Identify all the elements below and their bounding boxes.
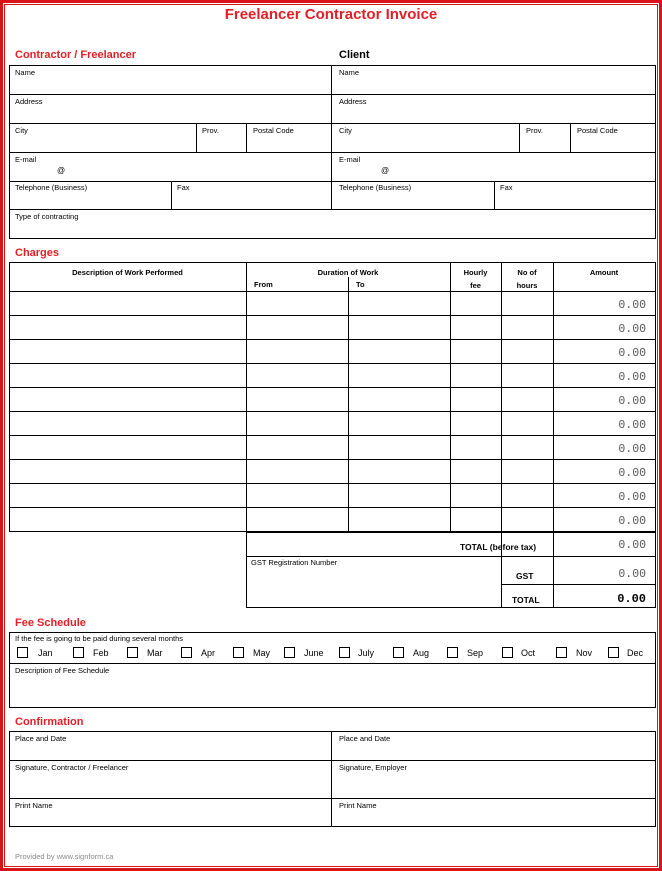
month-label: July	[358, 648, 375, 658]
contractor-fax-field[interactable]: Fax	[177, 183, 190, 192]
col-duration: Duration of Work	[317, 268, 379, 277]
contractor-email-at: @	[57, 166, 66, 175]
contractor-prov-field[interactable]: Prov.	[202, 126, 219, 135]
month-checkbox-sep[interactable]	[447, 647, 458, 658]
row-amount[interactable]: 0.00	[618, 491, 646, 504]
row-amount[interactable]: 0.00	[618, 347, 646, 360]
month-label: Oct	[521, 648, 536, 658]
total-label: TOTAL	[512, 595, 540, 605]
row-amount[interactable]: 0.00	[618, 443, 646, 456]
client-postal-field[interactable]: Postal Code	[577, 126, 618, 135]
col-hours: No of	[517, 268, 537, 277]
gst-value[interactable]: 0.00	[618, 568, 646, 581]
place-date-contractor-field[interactable]: Place and Date	[15, 734, 67, 743]
client-email-at: @	[381, 166, 390, 175]
row-amount[interactable]: 0.00	[618, 395, 646, 408]
col-to: To	[356, 280, 365, 289]
month-label: Dec	[627, 648, 644, 658]
row-amount[interactable]: 0.00	[618, 323, 646, 336]
month-checkbox-dec[interactable]	[608, 647, 619, 658]
print-name-contractor-field[interactable]: Print Name	[15, 801, 53, 810]
row-amount[interactable]: 0.00	[618, 371, 646, 384]
month-checkbox-jan[interactable]	[17, 647, 28, 658]
month-checkbox-feb[interactable]	[73, 647, 84, 658]
month-label: Mar	[147, 648, 163, 658]
gst-label: GST	[516, 571, 534, 581]
contractor-address-field[interactable]: Address	[15, 97, 43, 106]
month-label: Apr	[201, 648, 216, 658]
signature-employer-field[interactable]: Signature, Employer	[339, 763, 407, 772]
row-amount[interactable]: 0.00	[618, 515, 646, 528]
contractor-postal-field[interactable]: Postal Code	[253, 126, 294, 135]
total-before-tax-label: TOTAL (before tax)	[460, 542, 537, 552]
month-label: June	[304, 648, 324, 658]
contractor-phone-field[interactable]: Telephone (Business)	[15, 183, 88, 192]
contractor-email-field[interactable]: E-mail	[15, 155, 37, 164]
month-checkbox-mar[interactable]	[127, 647, 138, 658]
total-value[interactable]: 0.00	[617, 592, 646, 606]
invoice-title: Freelancer Contractor Invoice	[224, 6, 438, 23]
row-amount[interactable]: 0.00	[618, 419, 646, 432]
col-rate: Hourly	[463, 268, 488, 277]
contractor-heading: Contractor / Freelancer	[15, 49, 137, 61]
col-description: Description of Work Performed	[72, 268, 183, 277]
client-heading: Client	[339, 49, 370, 61]
client-phone-field[interactable]: Telephone (Business)	[339, 183, 412, 192]
fee-schedule-note: If the fee is going to be paid during several months	[15, 634, 184, 643]
confirmation-heading: Confirmation	[15, 716, 84, 728]
month-label: Feb	[93, 648, 109, 658]
month-checkbox-may[interactable]	[233, 647, 244, 658]
place-date-employer-field[interactable]: Place and Date	[339, 734, 391, 743]
fee-schedule-description-field[interactable]: Description of Fee Schedule	[15, 666, 110, 675]
month-checkbox-june[interactable]	[284, 647, 295, 658]
month-checkbox-aug[interactable]	[393, 647, 404, 658]
month-checkbox-oct[interactable]	[502, 647, 513, 658]
col-rate-2: fee	[470, 281, 481, 290]
month-checkbox-apr[interactable]	[181, 647, 192, 658]
gst-registration-field[interactable]: GST Registration Number	[251, 558, 338, 567]
month-label: Nov	[576, 648, 593, 658]
month-label: Sep	[467, 648, 484, 658]
fee-schedule-heading: Fee Schedule	[15, 617, 86, 629]
month-checkbox-nov[interactable]	[556, 647, 567, 658]
contact-grid-divider	[331, 65, 332, 210]
col-hours-2: hours	[516, 281, 538, 290]
row-amount[interactable]: 0.00	[618, 299, 646, 312]
footer-credit: Provided by www.signform.ca	[15, 852, 114, 861]
contracting-type-field[interactable]: Type of contracting	[15, 212, 79, 221]
client-fax-field[interactable]: Fax	[500, 183, 513, 192]
month-checkbox-july[interactable]	[339, 647, 350, 658]
client-name-field[interactable]: Name	[339, 68, 360, 77]
month-label: Aug	[413, 648, 430, 658]
charges-heading: Charges	[15, 247, 60, 259]
month-label: Jan	[38, 648, 53, 658]
client-address-field[interactable]: Address	[339, 97, 367, 106]
client-city-field[interactable]: City	[339, 126, 352, 135]
signature-contractor-field[interactable]: Signature, Contractor / Freelancer	[15, 763, 129, 772]
col-from: From	[254, 280, 273, 289]
month-label: May	[253, 648, 271, 658]
col-amount: Amount	[589, 268, 619, 277]
client-prov-field[interactable]: Prov.	[526, 126, 543, 135]
contractor-name-field[interactable]: Name	[15, 68, 36, 77]
contractor-city-field[interactable]: City	[15, 126, 28, 135]
print-name-employer-field[interactable]: Print Name	[339, 801, 377, 810]
client-email-field[interactable]: E-mail	[339, 155, 361, 164]
row-amount[interactable]: 0.00	[618, 467, 646, 480]
total-before-tax-value[interactable]: 0.00	[618, 539, 646, 552]
confirmation-box	[9, 731, 656, 827]
